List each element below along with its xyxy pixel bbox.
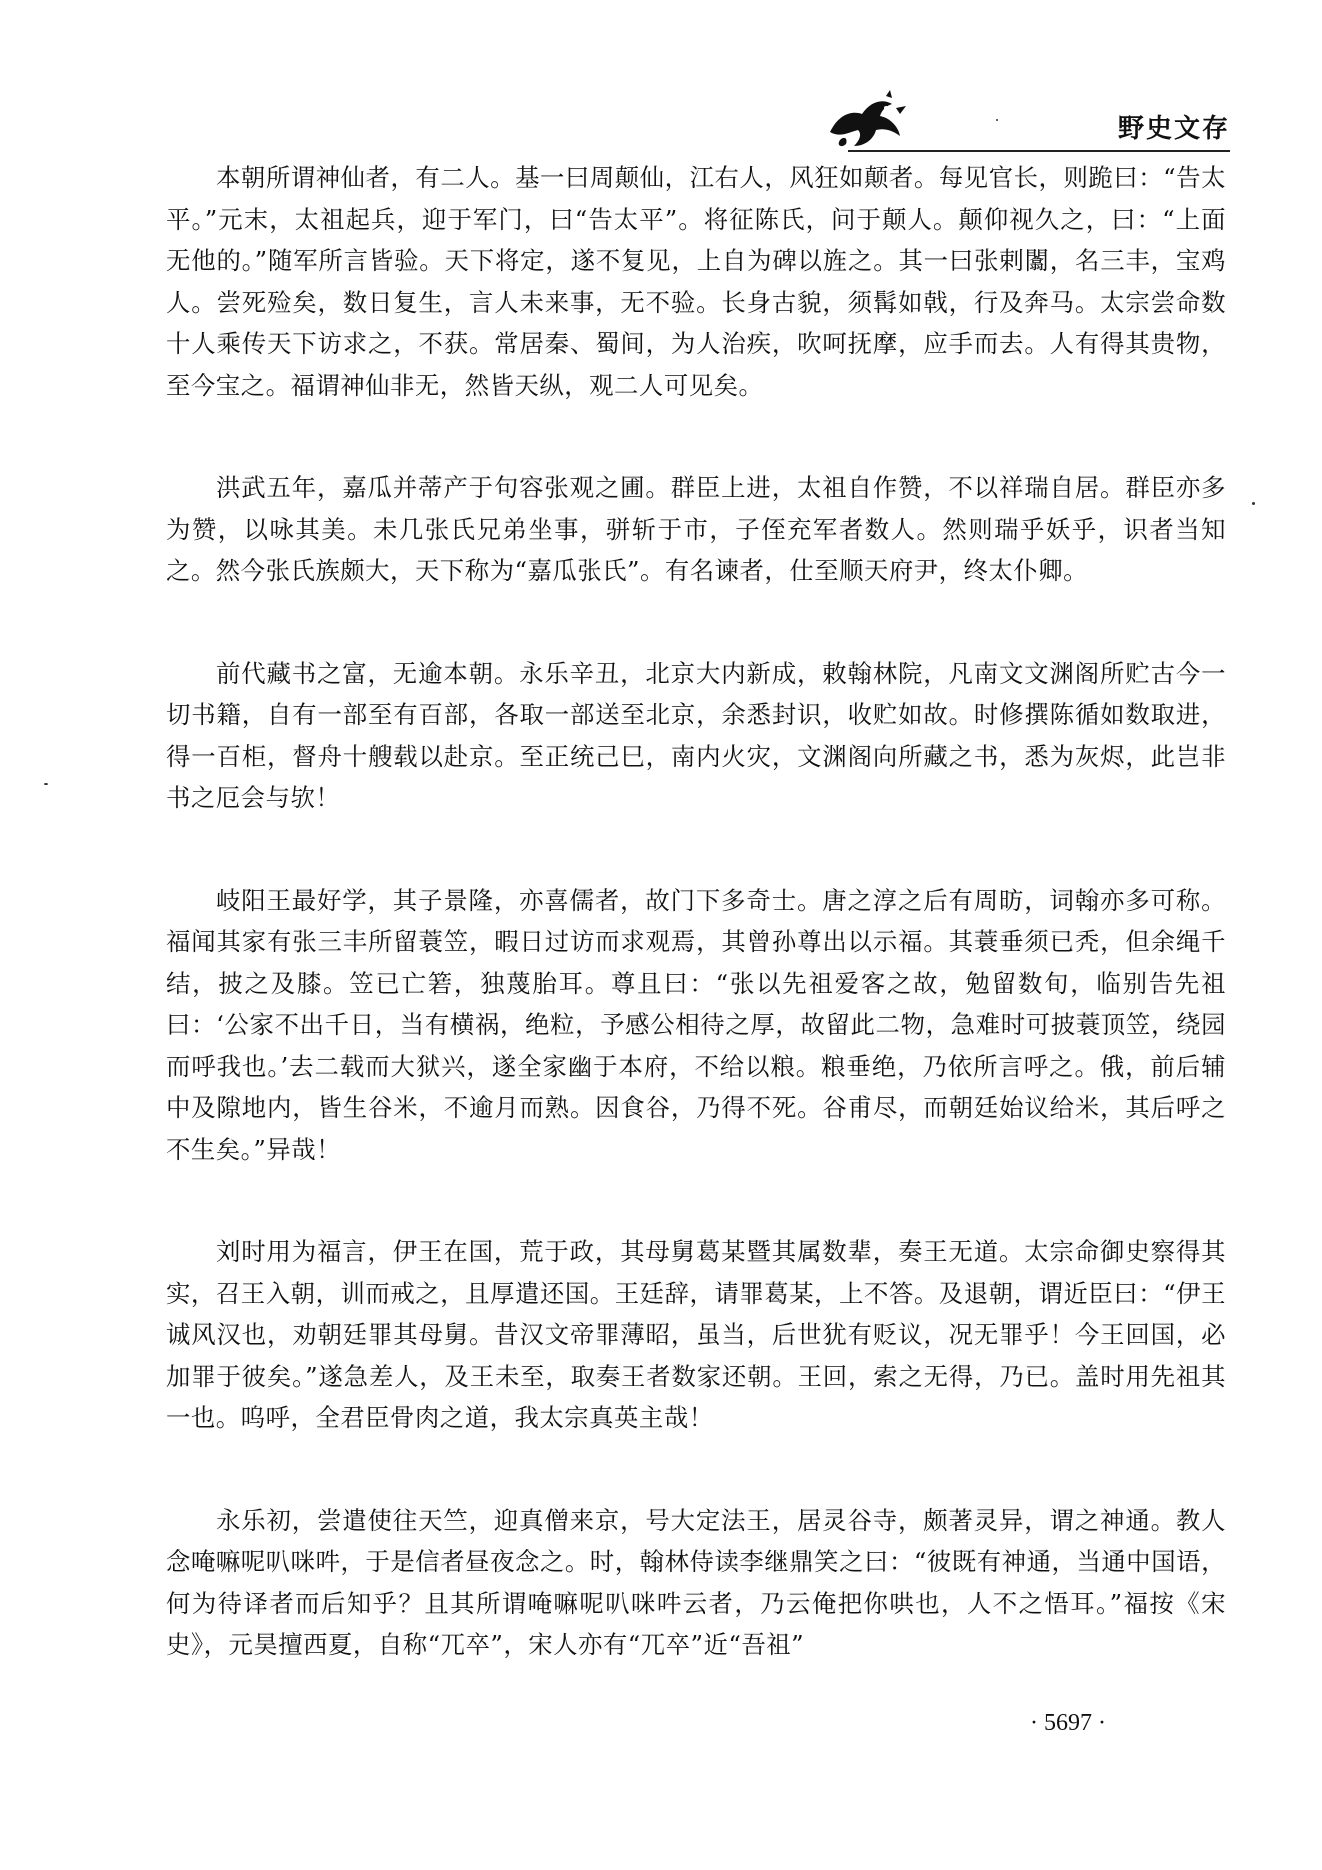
- paragraph-qiyang-king: 岐阳王最好学，其子景隆，亦喜儒者，故门下多奇士。唐之淳之后有周昉，词翰亦多可称。福闻其家有张三丰所留蓑笠，暇日过访而求观焉，其曾孙尊出以示福。其蓑垂须已秃，但余绳千结，披之及膝。笠已亡箬，独蔑胎耳。尊且曰：“张以先祖爱客之故，勉留数旬，临别告先祖曰：‘公家不出千日，当有横祸，绝粒，予感公相待之厚，故留此二物，急难时可披蓑顶笠，绕园而呼我也。’去二载而大狱兴，遂全家幽于本府，不给以粮。粮垂绝，乃依所言呼之。俄，前后辅中及隙地内，皆生谷米，不逾月而熟。因食谷，乃得不死。谷甫尽，而朝廷始议给米，其后呼之不生矣。”异哉！: [166, 885, 1226, 1164]
- paragraph-yi-king: 刘时用为福言，伊王在国，荒于政，其母舅葛某暨其属数辈，奏王无道。太宗命御史察得其实，召王入朝，训而戒之，且厚遣还国。王廷辞，请罪葛某，上不答。及退朝，谓近臣曰：“伊王诚风汉也，劝朝廷罪其母舅。昔汉文帝罪薄昭，虽当，后世犹有贬议，况无罪乎！今王回国，必加罪于彼矣。”遂急差人，及王未至，取奏王者数家还朝。王回，索之无得，乃已。盖时用先祖其一也。呜呼，全君臣骨肉之道，我太宗真英主哉！: [166, 1237, 1226, 1432]
- scan-speck: [996, 119, 998, 121]
- scan-speck: [1252, 502, 1255, 505]
- page-number: · 5697 ·: [1030, 1710, 1106, 1736]
- header-title: 野史文存: [1117, 114, 1230, 144]
- header-rule: [848, 150, 1230, 152]
- scan-speck: [44, 783, 48, 785]
- dragon-emblem-icon: [820, 88, 910, 154]
- running-header: [820, 88, 1230, 154]
- paragraph-book-collection: 前代藏书之富，无逾本朝。永乐辛丑，北京大内新成，敕翰林院，凡南文文渊阁所贮古今一切书籍，自有一部至有百部，各取一部送至北京，余悉封识，收贮如故。时修撰陈循如数取进，得一百柜，督舟十艘载以赴京。至正统己巳，南内火灾，文渊阁向所藏之书，悉为灰烬，此岂非书之厄会与欤！: [166, 658, 1226, 812]
- paragraph-tianzhu-monk: 永乐初，尝遣使往天竺，迎真僧来京，号大定法王，居灵谷寺，颇著灵异，谓之神通。教人念唵嘛呢叭咪吽，于是信者昼夜念之。时，翰林侍读李继鼎笑之曰：“彼既有神通，当通中国语，何为待译者而后知乎？且其所谓唵嘛呢叭咪吽云者，乃云俺把你哄也，人不之悟耳。”福按《宋史》，元昊擅西夏，自称“兀卒”，宋人亦有“兀卒”近“吾祖”: [166, 1505, 1226, 1659]
- paragraph-jiagua: 洪武五年，嘉瓜并蒂产于句容张观之圃。群臣上进，太祖自作赞，不以祥瑞自居。群臣亦多为赞，以咏其美。未几张氏兄弟坐事，骈斩于市，子侄充军者数人。然则瑞乎妖乎，识者当知之。然今张氏族颇大，天下称为“嘉瓜张氏”。有名谏者，仕至顺天府尹，终太仆卿。: [166, 473, 1226, 585]
- main-text: [166, 157, 1226, 1727]
- paragraph-immortals: 本朝所谓神仙者，有二人。基一曰周颠仙，江右人，风狂如颠者。每见官长，则跪曰：“告太平。”元末，太祖起兵，迎于军门，曰“告太平”。将征陈氏，问于颠人。颠仰视久之，曰：“上面无他的。”随军所言皆验。天下将定，遂不复见，上自为碑以旌之。其一曰张剌闟，名三丰，宝鸡人。尝死殓矣，数日复生，言人未来事，无不验。长身古貌，须髯如戟，行及奔马。太宗尝命数十人乘传天下访求之，不获。常居秦、蜀间，为人治疾，吹呵抚摩，应手而去。人有得其贵物，至今宝之。福谓神仙非无，然皆天纵，观二人可见矣。: [166, 163, 1226, 400]
